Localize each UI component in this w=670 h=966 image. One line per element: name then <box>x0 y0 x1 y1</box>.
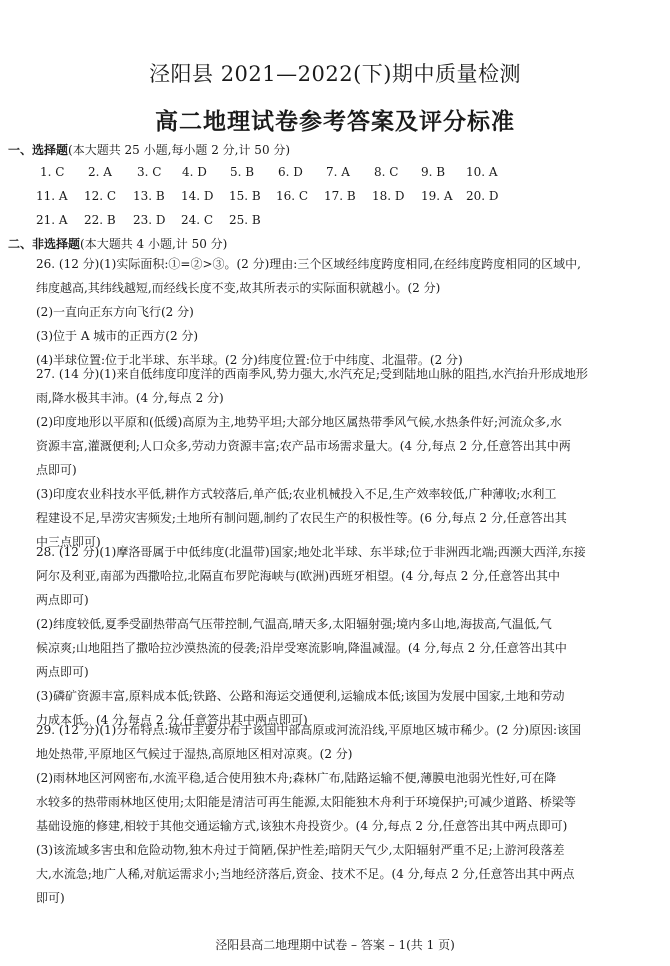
answer-q28 <box>36 540 660 732</box>
answer-line: 水较多的热带雨林地区使用;太阳能是清洁可再生能源,太阳能独木舟利于环境保护;可减少道路、桥梁等 <box>36 795 576 809</box>
answer-line: 程建设不足,旱涝灾害频发;土地所有制问题,制约了农民生产的积极性等。(6 分,每点 2 分,任意答出其 <box>36 511 567 525</box>
answer-line: 候凉爽;山地阻挡了撒哈拉沙漠热流的侵袭;沿岸受寒流影响,降温减湿。(4 分,每点 2 分,任意答出其中 <box>36 641 567 655</box>
mc-answer: 3. C <box>137 165 162 179</box>
answer-q27 <box>36 362 660 554</box>
answer-line: (4)半球位置:位于北半球、东半球。(2 分)纬度位置:位于中纬度、北温带。(2 分) <box>36 353 463 367</box>
answer-line: 地处热带,平原地区气候过于湿热,高原地区相对凉爽。(2 分) <box>36 747 353 761</box>
answer-line: (3)该流域多害虫和危险动物,独木舟过于简陋,保护性差;暗阴天气少,太阳辐射严重不足;上游河段落差 <box>36 843 565 857</box>
answer-line: 点即可) <box>36 463 77 477</box>
answer-line: 大,水流急;地广人稀,对航运需求小;当地经济落后,资金、技术不足。(4 分,每点 2 分,任意答出其中两点 <box>36 867 575 881</box>
exam-title: 泾阳县 2021—2022(下)期中质量检测 <box>149 62 521 86</box>
answer-line: 29. (12 分)(1)分布特点:城市主要分布于该国中部高原或河流沿线,平原地区城市稀少。(2 分)原因:该国 <box>36 723 582 737</box>
mc-answer: 16. C <box>276 189 309 203</box>
answer-line: 28. (12 分)(1)摩洛哥属于中低纬度(北温带)国家;地处北半球、东半球;位于非洲西北端;西濒大西洋,东接 <box>36 545 586 559</box>
mc-answer: 10. A <box>466 165 498 179</box>
mc-answer: 13. B <box>133 189 165 203</box>
mc-answer: 4. D <box>182 165 207 179</box>
answer-line: 阿尔及利亚,南部为西撒哈拉,北隔直布罗陀海峡与(欧洲)西班牙相望。(4 分,每点 2 分,任意答出其中 <box>36 569 561 583</box>
answer-line: (2)纬度较低,夏季受副热带高气压带控制,气温高,晴天多,太阳辐射强;境内多山地,海拔高,气温低,气 <box>36 617 552 631</box>
section-label: 二、非选择题 <box>8 237 81 251</box>
mc-answer: 9. B <box>421 165 446 179</box>
mc-answer: 6. D <box>278 165 303 179</box>
mc-answer: 1. C <box>40 165 65 179</box>
answer-line: (2)雨林地区河网密布,水流平稳,适合使用独木舟;森林广布,陆路运输不便,薄膜电池弱光性好,可在降 <box>36 771 557 785</box>
answer-q26 <box>36 252 660 372</box>
mc-answer: 24. C <box>181 213 214 227</box>
answer-line: 基础设施的修建,相较于其他交通运输方式,该独木舟投资少。(4 分,每点 2 分,任意答出其中两点即可) <box>36 819 568 833</box>
answer-line: (3)印度农业科技水平低,耕作方式较落后,单产低;农业机械投入不足,生产效率较低,广种薄收;水利工 <box>36 487 557 501</box>
mc-answer: 2. A <box>88 165 112 179</box>
mc-answer: 17. B <box>324 189 356 203</box>
answer-line: 两点即可) <box>36 593 89 607</box>
mc-answer: 15. B <box>229 189 261 203</box>
mc-answer: 18. D <box>372 189 405 203</box>
page-footer: 泾阳县高二地理期中试卷 – 答案 – 1(共 1 页) <box>215 938 455 952</box>
mc-answer: 25. B <box>229 213 261 227</box>
section-open-questions-heading <box>8 235 227 253</box>
answer-line: 雨,降水极其丰沛。(4 分,每点 2 分) <box>36 391 224 405</box>
mc-answer: 14. D <box>181 189 214 203</box>
section-label: 一、选择题 <box>8 143 69 157</box>
section-note: (本大题共 25 小题,每小题 2 分,计 50 分) <box>68 143 291 157</box>
mc-answer: 5. B <box>230 165 255 179</box>
mc-answer: 22. B <box>84 213 116 227</box>
answer-line: (2)一直向正东方向飞行(2 分) <box>36 305 194 319</box>
answer-line: 两点即可) <box>36 665 89 679</box>
mc-answer: 12. C <box>84 189 117 203</box>
mc-answer: 7. A <box>326 165 350 179</box>
mc-answer: 23. D <box>133 213 166 227</box>
answer-line: 力成本低。(4 分,每点 2 分,任意答出其中两点即可) <box>36 713 308 727</box>
mc-answer: 21. A <box>36 213 68 227</box>
mc-answer: 8. C <box>374 165 399 179</box>
answer-line: (2)印度地形以平原和(低缓)高原为主,地势平坦;大部分地区属热带季风气候,水热条件好;河流众多,水 <box>36 415 562 429</box>
answer-key-subtitle: 高二地理试卷参考答案及评分标准 <box>155 109 515 135</box>
answer-line: 资源丰富,灌溉便利;人口众多,劳动力资源丰富;农产品市场需求量大。(4 分,每点 2 分,任意答出其中两 <box>36 439 571 453</box>
answer-line: (3)磷矿资源丰富,原料成本低;铁路、公路和海运交通便利,运输成本低;该国为发展中国家,土地和劳动 <box>36 689 565 703</box>
section-note: (本大题共 4 小题,计 50 分) <box>80 237 228 251</box>
answer-line: (3)位于 A 城市的正西方(2 分) <box>36 329 199 343</box>
answer-line: 中三点即可) <box>36 535 101 549</box>
answer-q29 <box>36 718 660 910</box>
mc-answer: 19. A <box>421 189 453 203</box>
section-multiple-choice-heading <box>8 141 290 159</box>
answer-line: 27. (14 分)(1)来自低纬度印度洋的西南季风,势力强大,水汽充足;受到陆地山脉的阻挡,水汽抬升形成地形 <box>36 367 588 381</box>
mc-answer: 20. D <box>466 189 499 203</box>
answer-line: 26. (12 分)(1)实际面积:①=②>③。(2 分)理由:三个区域经纬度跨度相同,在经纬度跨度相同的区域中, <box>36 257 581 271</box>
answer-line: 即可) <box>36 891 65 905</box>
answer-line: 纬度越高,其纬线越短,而经线长度不变,故其所表示的实际面积就越小。(2 分) <box>36 281 441 295</box>
mc-answer: 11. A <box>36 189 68 203</box>
